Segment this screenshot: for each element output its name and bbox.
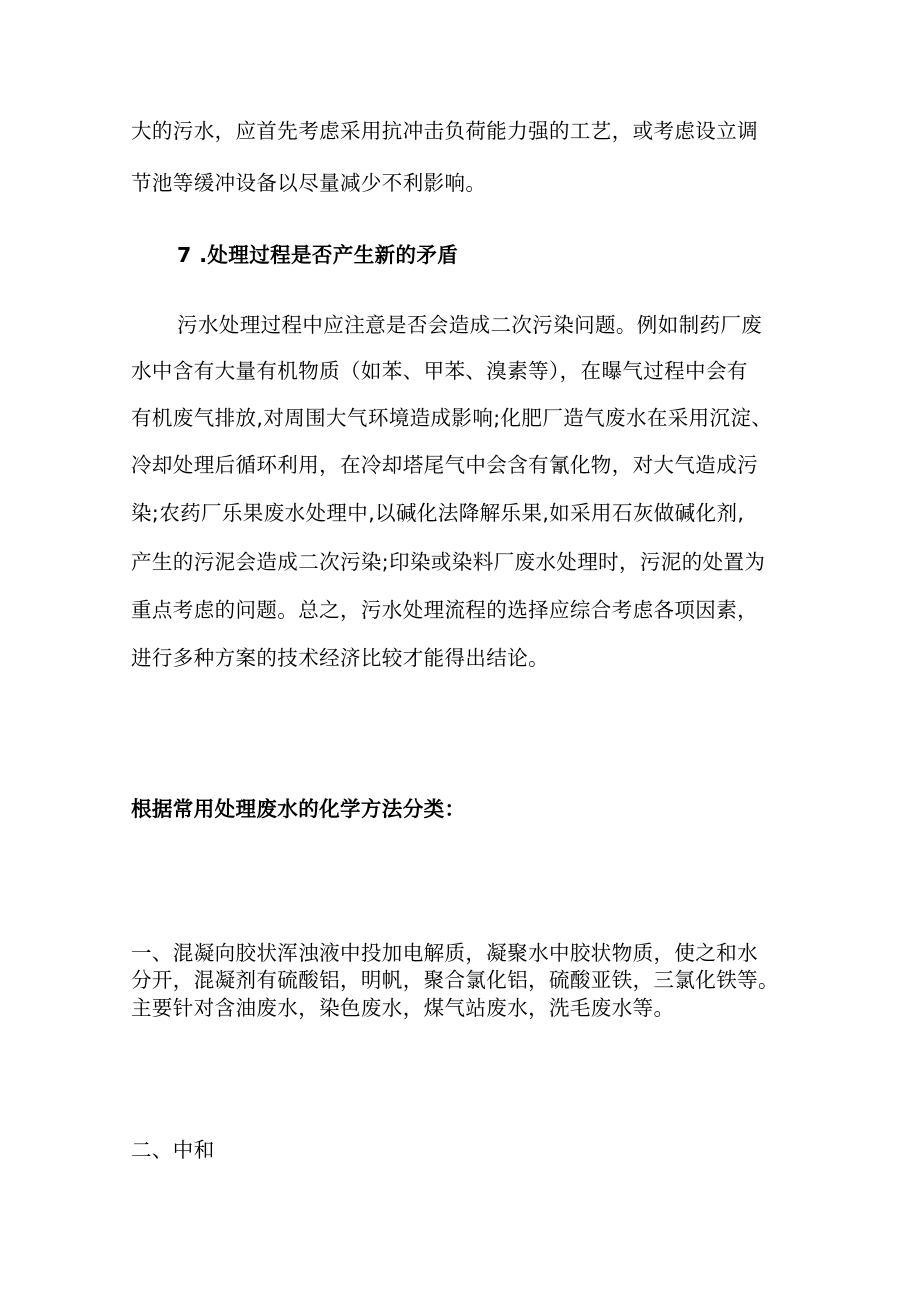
paragraph-line: 水中含有大量有机物质（如苯、甲苯、溴素等），在曝气过程中会有	[131, 359, 748, 383]
paragraph-line: 节池等缓冲设备以尽量减少不利影响。	[131, 171, 487, 195]
section-heading: 7 .处理过程是否产生新的矛盾	[177, 243, 459, 267]
paragraph-line: 污水处理过程中应注意是否会造成二次污染问题。例如制药厂废	[177, 313, 763, 337]
paragraph-line: 冷却处理后循环利用，在冷却塔尾气中会含有氰化物，对大气造成污	[131, 453, 758, 477]
paragraph-line: 染;农药厂乐果废水处理中,以碱化法降解乐果,如采用石灰做碱化剂,	[131, 501, 745, 525]
paragraph-line: 大的污水，应首先考虑采用抗冲击负荷能力强的工艺，或考虑设立调	[131, 119, 758, 143]
classification-heading: 根据常用处理废水的化学方法分类：	[131, 797, 466, 821]
list-item-line: 一、混凝向胶状浑浊液中投加电解质，凝聚水中胶状物质，使之和水	[131, 941, 758, 965]
paragraph-line: 产生的污泥会造成二次污染;印染或染料厂废水处理时，污泥的处置为	[131, 550, 766, 574]
paragraph-line: 有机废气排放,对周围大气环境造成影响;化肥厂造气废水在采用沉淀、	[131, 406, 773, 430]
paragraph-line: 进行多种方案的技术经济比较才能得出结论。	[131, 646, 549, 670]
list-item-line: 主要针对含油废水，染色废水，煤气站废水，洗毛废水等。	[131, 996, 675, 1020]
paragraph-line: 重点考虑的问题。总之，污水处理流程的选择应综合考虑各项因素，	[131, 598, 758, 622]
list-item-title: 二、中和	[131, 1138, 215, 1162]
list-item-line: 分开，混凝剂有硫酸铝，明帆，聚合氯化铝，硫酸亚铁，三氯化铁等。	[131, 968, 779, 992]
